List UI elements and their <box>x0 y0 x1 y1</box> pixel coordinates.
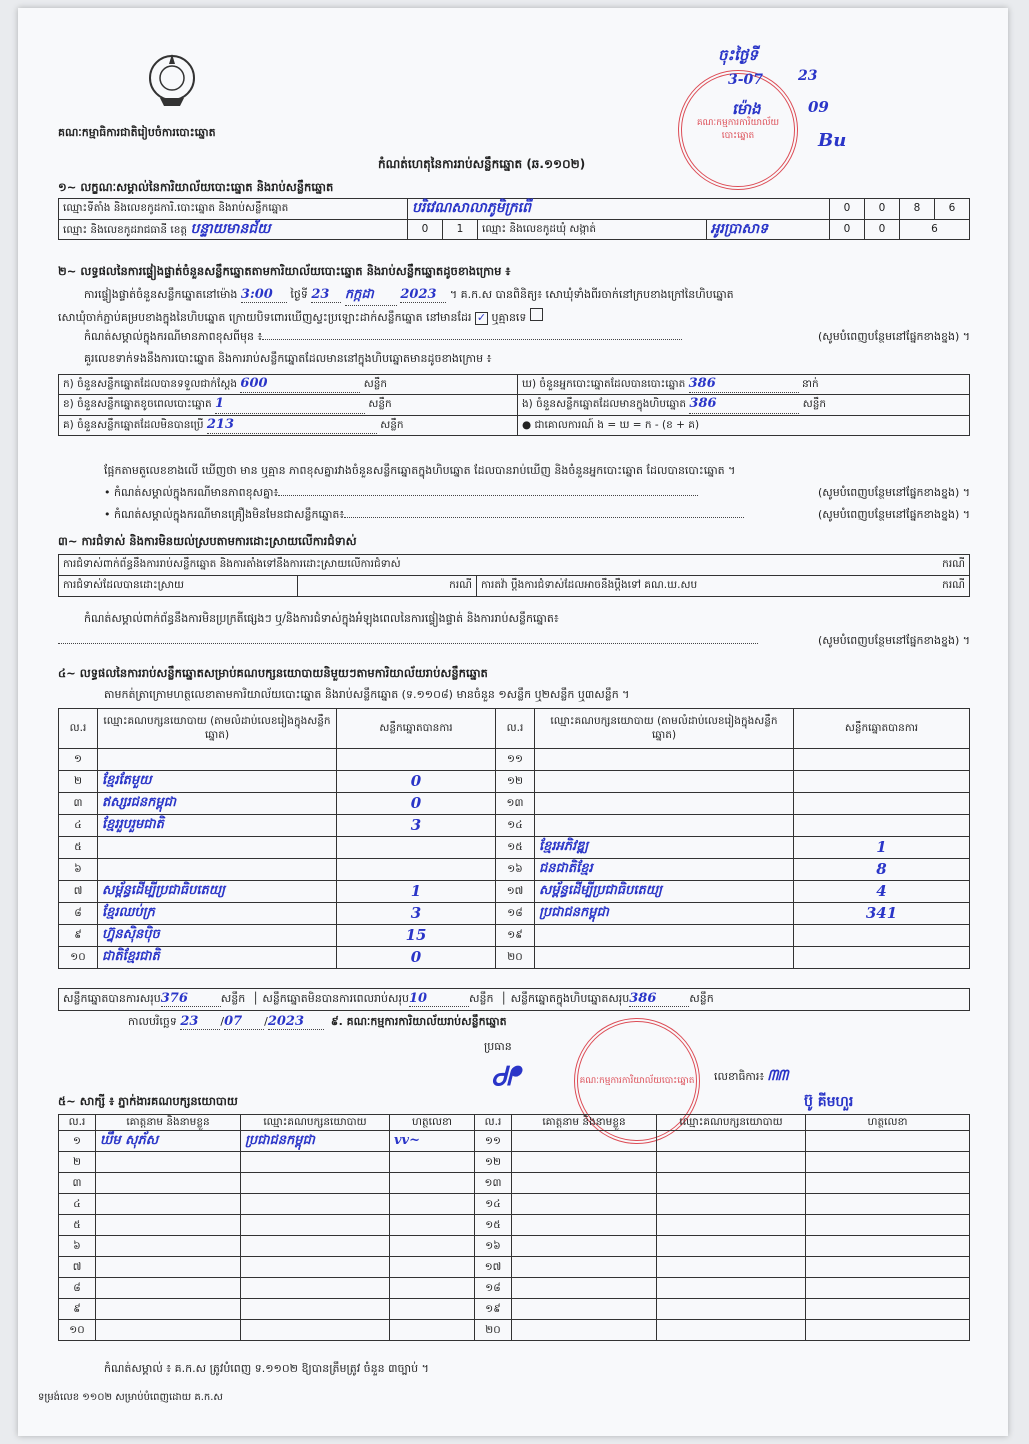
w-col-no: ល.រ <box>59 1115 96 1131</box>
witness-no: ១ <box>59 1131 96 1152</box>
witness-row <box>59 1131 970 1152</box>
witness-name <box>96 1236 241 1257</box>
result-party: ឥស្សរជនកម្ពុជា <box>98 793 337 815</box>
commune-code-digit: 6 <box>900 219 970 240</box>
chair-label: ប្រធាន <box>484 1040 512 1053</box>
witness-name: ឃឹម សុភ័ស <box>96 1131 241 1152</box>
witness-name <box>96 1173 241 1194</box>
province-value: បន្ទាយមានជ័យ <box>190 220 271 237</box>
witness-name <box>512 1215 657 1236</box>
verify-line-1: ការផ្ទៀងផ្ទាត់ចំនួនសន្លឹកឆ្នោតនៅម៉ោង 3:00 ថ្ងៃទី 23 កក្កដា 2023 ។ គ.ក.ស បានពិនិត្យ៖ សោឃុំទាំងពីរចាក់នៅក្របខាងក្រៅនៃហិបឆ្នោត <box>84 286 734 306</box>
total-valid: 376 <box>161 991 221 1007</box>
col-no-right: ល.រ <box>496 709 535 749</box>
ballot-count-form <box>18 8 1008 1436</box>
location-code-digit: 6 <box>935 199 970 220</box>
result-party: ប្រជាជនកម្ពុជា <box>535 903 794 925</box>
result-no: ៧ <box>59 881 98 903</box>
result-votes: 341 <box>794 903 970 925</box>
chair-signature: Ꮷᖰ <box>492 1062 520 1092</box>
total-box: 386 <box>629 991 689 1007</box>
result-votes <box>794 771 970 793</box>
witness-party <box>241 1194 390 1215</box>
witness-no: ១៥ <box>475 1215 512 1236</box>
witness-signature <box>390 1152 475 1173</box>
result-party <box>535 749 794 771</box>
result-party: ជនជាតិខ្មែរ <box>535 859 794 881</box>
witness-name <box>512 1152 657 1173</box>
col-party-right: ឈ្មោះគណបក្សនយោបាយ (តាមលំដាប់លេខរៀងក្នុងសន្លឹកឆ្នោត) <box>535 709 794 749</box>
result-votes: 0 <box>337 793 496 815</box>
witness-party <box>241 1215 390 1236</box>
result-no: ១៣ <box>496 793 535 815</box>
section1-table <box>58 198 970 240</box>
resolved-label: ការជំទាស់ដែលបានដោះស្រាយ <box>59 576 298 597</box>
witness-name <box>512 1194 657 1215</box>
corner-note-4: ម៉ោង <box>732 100 761 118</box>
emblem-icon <box>140 48 204 110</box>
witness-no: ១៤ <box>475 1194 512 1215</box>
org-name: គណៈកម្មាធិការជាតិរៀបចំការបោះឆ្នោត <box>58 126 216 139</box>
witness-party <box>241 1236 390 1257</box>
result-votes: 4 <box>794 881 970 903</box>
w-col-party: ឈ្មោះគណបក្សនយោបាយ <box>241 1115 390 1131</box>
witness-row <box>59 1173 970 1194</box>
section2-title: ២~ លទ្ធផលនៃការផ្ទៀងផ្ទាត់ចំនួនសន្លឹកឆ្នោតតាមការិយាល័យបោះឆ្នោត និងរាប់សន្លឹកឆ្នោតដូចខាងក្រោម ៖ <box>58 264 511 278</box>
secretary-name: ប៊ូ គីមហួរ <box>804 1094 854 1110</box>
totals-row: សន្លឹកឆ្នោតបានការសរុប376 សន្លឹក │ សន្លឹកឆ្នោតមិនបានការពេលរាប់សរុប10 សន្លឹក │ សន្លឹកឆ្នោតក្នុងហិបឆ្នោតសរុប386 សន្លឹក <box>58 988 970 1011</box>
result-votes: 15 <box>337 925 496 947</box>
result-party: សម្ព័ន្ធដើម្បីប្រជាធិបតេយ្យ <box>535 881 794 903</box>
witness-signature <box>390 1278 475 1299</box>
figure-b: ខ) ចំនួនសន្លឹកឆ្នោតខូចពេលបោះឆ្នោត 1 សន្លឹក <box>59 395 518 415</box>
witness-table <box>58 1114 970 1341</box>
witness-row <box>59 1257 970 1278</box>
result-votes: 0 <box>337 947 496 969</box>
result-row <box>59 881 970 903</box>
figure-a: ក) ចំនួនសន្លឹកឆ្នោតដែលបានទទួលជាក់ស្តែង 600 សន្លឹក <box>59 375 518 395</box>
verify-year: 2023 <box>400 287 446 303</box>
witness-signature <box>390 1173 475 1194</box>
figure-c: គ) ចំនួនសន្លឹកឆ្នោតដែលមិនបានប្រើ 213 សន្លឹក <box>59 415 518 435</box>
witness-row <box>59 1278 970 1299</box>
note-diff-line: កំណត់សម្គាល់ក្នុងករណីមានភាពខុសពីមុន ៖ (សូមបំពេញបន្ថែមនៅផ្នែកខាងខ្នង) ។ <box>84 330 970 343</box>
result-party: សម្ព័ន្ធដើម្បីប្រជាធិបតេយ្យ <box>98 881 337 903</box>
figures-intro: គួរលេខទាក់ទងនឹងការបោះឆ្នោត និងការរាប់សន្លឹកឆ្នោតដែលមាននៅក្នុងហិបឆ្នោតមានដូចខាងក្រោម ៖ <box>84 352 492 365</box>
col-votes-right: សន្លឹកឆ្នោតបានការ <box>794 709 970 749</box>
col-votes-left: សន្លឹកឆ្នោតបានការ <box>337 709 496 749</box>
result-votes <box>794 793 970 815</box>
objection-table <box>58 554 970 597</box>
w-col-sign: ហត្ថលេខា <box>390 1115 475 1131</box>
witness-no: ១០ <box>59 1320 96 1341</box>
corner-signature: Bu <box>818 130 847 151</box>
witness-signature <box>806 1299 970 1320</box>
witness-name <box>96 1257 241 1278</box>
witness-no: ១៨ <box>475 1278 512 1299</box>
result-votes <box>337 837 496 859</box>
result-votes <box>337 749 496 771</box>
bullet-2: • កំណត់សម្គាល់ក្នុងករណីមានគ្រឿងមិនមែនជាសន្លឹកឆ្នោត៖ (សូមបំពេញបន្ថែមនៅផ្នែកខាងខ្នង) ។ <box>104 508 970 521</box>
witness-party <box>241 1299 390 1320</box>
result-no: ១ <box>59 749 98 771</box>
witness-party <box>657 1131 806 1152</box>
result-no: ១០ <box>59 947 98 969</box>
result-no: ៦ <box>59 859 98 881</box>
corner-note-1: ចុះថ្ងៃទី <box>718 46 758 64</box>
result-no: ១២ <box>496 771 535 793</box>
result-row <box>59 925 970 947</box>
witness-no: ១៣ <box>475 1173 512 1194</box>
commune-code-digit: 0 <box>830 219 865 240</box>
result-votes: 1 <box>794 837 970 859</box>
result-row <box>59 771 970 793</box>
result-party <box>98 837 337 859</box>
official-stamp-bottom: គណៈកម្មការការិយាល័យបោះឆ្នោត <box>574 1018 700 1144</box>
witness-no: ១៧ <box>475 1257 512 1278</box>
witness-row <box>59 1215 970 1236</box>
result-row <box>59 947 970 969</box>
result-votes: 3 <box>337 815 496 837</box>
result-no: ៥ <box>59 837 98 859</box>
location-label: ឈ្មោះទីតាំង និងលេខកូដការិ.បោះឆ្នោត និងរាប់សន្លឹកឆ្នោត <box>59 199 408 220</box>
result-no: ១៧ <box>496 881 535 903</box>
objection-row-1: ការជំទាស់ពាក់ព័ន្ធនឹងការរាប់សន្លឹកឆ្នោត និងការតាំងទៅនឹងការដោះស្រាយលើការជំទាស់ ករណី <box>59 555 970 576</box>
w-col-sign-r: ហត្ថលេខា <box>806 1115 970 1131</box>
result-votes: 0 <box>337 771 496 793</box>
objection-note: កំណត់សម្គាល់ពាក់ព័ន្ធនឹងការមិនប្រក្រតីផ្សេងៗ ឬ/និងការជំទាស់ក្នុងអំឡុងពេលនៃការផ្ទៀងផ្ទាត់ និងការរាប់សន្លឹកឆ្នោត៖ <box>84 612 559 625</box>
commune-code-digit: 0 <box>865 219 900 240</box>
result-no: ២ <box>59 771 98 793</box>
commune-value: អូរប្រាសាទ <box>706 219 829 240</box>
witness-signature <box>390 1194 475 1215</box>
witness-signature <box>390 1320 475 1341</box>
witness-party <box>241 1152 390 1173</box>
result-no: ៤ <box>59 815 98 837</box>
verify-time: 3:00 <box>241 287 287 303</box>
witness-name <box>512 1257 657 1278</box>
corner-note-2: 3-07 <box>728 72 764 88</box>
result-party: ហ្វ៊ុនស៊ិនប៉ិច <box>98 925 337 947</box>
witness-name <box>512 1173 657 1194</box>
result-votes: 3 <box>337 903 496 925</box>
witness-signature <box>390 1257 475 1278</box>
witness-note: កំណត់សម្គាល់ ៖ គ.ក.ស ត្រូវបំពេញ ទ.១១០២ ឱ្យបានត្រឹមត្រូវ ចំនួន ៣ច្បាប់ ។ <box>104 1362 429 1375</box>
witness-name <box>512 1299 657 1320</box>
witness-signature <box>806 1236 970 1257</box>
witness-party <box>657 1320 806 1341</box>
witness-signature <box>390 1299 475 1320</box>
witness-signature <box>806 1194 970 1215</box>
witness-name <box>96 1278 241 1299</box>
witness-signature <box>806 1320 970 1341</box>
witness-party: ប្រជាជនកម្ពុជា <box>241 1131 390 1152</box>
witness-signature <box>806 1215 970 1236</box>
checkbox-yes[interactable]: ✓ <box>476 311 487 324</box>
witness-no: ៦ <box>59 1236 96 1257</box>
witness-row <box>59 1236 970 1257</box>
witness-name <box>96 1215 241 1236</box>
result-votes <box>794 947 970 969</box>
witness-no: ៩ <box>59 1299 96 1320</box>
witness-party <box>657 1194 806 1215</box>
section1-title: ១~ លក្ខណៈសម្គាល់នៃការិយាល័យបោះឆ្នោត និងរាប់សន្លឹកឆ្នោត <box>58 180 334 194</box>
result-no: ១៤ <box>496 815 535 837</box>
official-stamp-top: គណៈកម្មការការិយាល័យបោះឆ្នោត <box>678 70 798 190</box>
witness-no: ១៩ <box>475 1299 512 1320</box>
location-code-digit: 8 <box>900 199 935 220</box>
result-no: ១៥ <box>496 837 535 859</box>
witness-party <box>657 1257 806 1278</box>
witness-signature <box>390 1215 475 1236</box>
witness-party <box>241 1257 390 1278</box>
witness-signature <box>806 1131 970 1152</box>
result-no: ៣ <box>59 793 98 815</box>
witness-signature <box>806 1173 970 1194</box>
section4-title: ៤~ លទ្ធផលនៃការរាប់សន្លឹកឆ្នោតសម្រាប់គណបក្សនយោបាយនិមួយៗតាមការិយាល័យរាប់សន្លឹកឆ្នោត <box>58 666 488 680</box>
result-no: ១១ <box>496 749 535 771</box>
result-votes <box>794 749 970 771</box>
province-code-digit: 0 <box>408 219 443 240</box>
section3-title: ៣~ ការជំទាស់ និងការមិនយល់ស្របតាមការដោះស្រាយលើការជំទាស់ <box>58 534 357 548</box>
verify-day: 23 <box>311 287 341 303</box>
result-row <box>59 859 970 881</box>
witness-party <box>241 1320 390 1341</box>
province-code-digit: 1 <box>443 219 478 240</box>
w-col-name: គោត្តនាម និងនាមខ្លួន <box>96 1115 241 1131</box>
figure-formula: ● ជាគោលការណ៍ ង = ឃ = ក - (ខ + គ) <box>518 415 970 435</box>
form-title: កំណត់ហេតុនៃការរាប់សន្លឹកឆ្នោត (ឆ.១១០២) <box>378 157 586 171</box>
witness-party <box>241 1278 390 1299</box>
result-row <box>59 815 970 837</box>
result-no: ១៨ <box>496 903 535 925</box>
result-row <box>59 903 970 925</box>
verify-line-2: សោឃុំចាក់ភ្ជាប់គម្របខាងក្នុងនៃហិបឆ្នោត ក្រោយបិទពោរឃើញស្ទះប្រឡោះដាក់សន្លឹកឆ្នោត នៅមានដែរ ✓ ឬគ្មានទេ <box>58 308 543 327</box>
witness-no: ៤ <box>59 1194 96 1215</box>
appeal-cell: ការតវ៉ា ប្តឹងការជំទាស់ដែលអាចនឹងប្តឹងទៅ គណ.ឃ.សប ករណី <box>477 576 970 597</box>
figure-e: ង) ចំនួនសន្លឹកឆ្នោតដែលមានក្នុងហិបឆ្នោត 386 សន្លឹក <box>518 395 970 415</box>
province-label: ឈ្មោះ និងលេខកូដរាជធានី ខេត្ត បន្ទាយមានជ័យ <box>59 219 408 240</box>
result-votes <box>337 859 496 881</box>
witness-name <box>512 1131 657 1152</box>
objection-fill: (សូមបំពេញបន្ថែមនៅផ្នែកខាងខ្នង) ។ <box>58 634 970 650</box>
witness-signature <box>806 1257 970 1278</box>
bullet-1: • កំណត់សម្គាល់ក្នុងករណីមានភាពខុសគ្នា៖ (សូមបំពេញបន្ថែមនៅផ្នែកខាងខ្នង) ។ <box>104 486 970 499</box>
col-no-left: ល.រ <box>59 709 98 749</box>
witness-party <box>657 1152 806 1173</box>
witness-party <box>241 1173 390 1194</box>
result-no: ៨ <box>59 903 98 925</box>
secretary-label: លេខាធិការ៖ ᗰᗰ <box>714 1068 788 1084</box>
resolved-cases: ករណី <box>298 576 477 597</box>
witness-no: ៧ <box>59 1257 96 1278</box>
witness-name <box>96 1299 241 1320</box>
result-votes: 8 <box>794 859 970 881</box>
witness-row <box>59 1320 970 1341</box>
result-party <box>535 947 794 969</box>
witness-signature <box>390 1236 475 1257</box>
witness-name <box>512 1278 657 1299</box>
witness-name <box>512 1320 657 1341</box>
verify-month: កក្កដា <box>345 286 397 306</box>
witness-row <box>59 1152 970 1173</box>
result-party: ខ្មែរអភិវឌ្ឍ <box>535 837 794 859</box>
w-col-name-r: គោត្តនាម និងនាមខ្លួន <box>512 1115 657 1131</box>
witness-signature <box>806 1278 970 1299</box>
witness-signature <box>806 1152 970 1173</box>
result-party <box>535 815 794 837</box>
witness-no: ៣ <box>59 1173 96 1194</box>
w-col-party-r: ឈ្មោះគណបក្សនយោបាយ <box>657 1115 806 1131</box>
diff-check-line: ផ្អែកតាមតួលេខខាងលើ ឃើញថា មាន ឬគ្មាន ភាពខុសគ្នារវាងចំនួនសន្លឹកឆ្នោតក្នុងហិបឆ្នោត ដែលបានរាប់ឃើញ និងចំនួនអ្នកបោះឆ្នោត ដែលបានបោះឆ្នោត ។ <box>104 464 736 477</box>
figure-d: ឃ) ចំនួនអ្នកបោះឆ្នោតដែលបានបោះឆ្នោត 386 នាក់ <box>518 375 970 395</box>
result-party <box>98 749 337 771</box>
result-party: ខ្មែរតែមួយ <box>98 771 337 793</box>
section4-intro: តាមកត់ត្រាក្រោមហត្ថលេខាតាមការិយាល័យបោះឆ្នោត និងរាប់សន្លឹកឆ្នោត (ទ.១១០៨) មានចំនួន ១សន្លឹក ឬ២សន្លឹក ឬ៣សន្លឹក ។ <box>104 688 630 701</box>
location-code-digit: 0 <box>830 199 865 220</box>
witness-no: ២០ <box>475 1320 512 1341</box>
witness-party <box>657 1278 806 1299</box>
date-line: កាលបរិច្ឆេទ 23 /07 /2023 ៩. គណៈកម្មការការិយាល័យរាប់សន្លឹកឆ្នោត <box>128 1014 507 1029</box>
total-invalid: 10 <box>409 991 469 1007</box>
section5-title: ៥~ សាក្សី ៖ ភ្នាក់ងារគណបក្សនយោបាយ <box>58 1094 238 1108</box>
witness-row <box>59 1299 970 1320</box>
witness-party <box>657 1173 806 1194</box>
result-party: ខ្មែរឈប់ក្រ <box>98 903 337 925</box>
result-no: ១៩ <box>496 925 535 947</box>
result-party: ខ្មែររួបរួមជាតិ <box>98 815 337 837</box>
result-votes <box>794 925 970 947</box>
result-party <box>98 859 337 881</box>
results-table <box>58 708 970 969</box>
result-row <box>59 749 970 771</box>
witness-name <box>512 1236 657 1257</box>
witness-name <box>96 1152 241 1173</box>
location-value: បរិវេណសាលាភូមិក្រពើ <box>408 199 830 220</box>
result-votes: 1 <box>337 881 496 903</box>
commune-label: ឈ្មោះ និងលេខកូដឃុំ សង្កាត់ <box>478 219 707 240</box>
witness-no: ៨ <box>59 1278 96 1299</box>
witness-name <box>96 1194 241 1215</box>
w-col-no-r: ល.រ <box>475 1115 512 1131</box>
result-row <box>59 793 970 815</box>
witness-no: ២ <box>59 1152 96 1173</box>
location-code-digit: 0 <box>865 199 900 220</box>
witness-no: ១១ <box>475 1131 512 1152</box>
corner-note-3: 23 <box>798 68 818 84</box>
form-footer: ទម្រង់លេខ ១១០២ សម្រាប់បំពេញដោយ គ.ក.ស <box>38 1392 223 1403</box>
result-party <box>535 771 794 793</box>
result-party <box>535 925 794 947</box>
result-no: ៩ <box>59 925 98 947</box>
witness-signature: vv~ <box>390 1131 475 1152</box>
witness-no: ៥ <box>59 1215 96 1236</box>
result-party: ជាតិខ្មែរជាតិ <box>98 947 337 969</box>
witness-no: ១២ <box>475 1152 512 1173</box>
figures-table <box>58 374 970 436</box>
result-party <box>535 793 794 815</box>
witness-party <box>657 1299 806 1320</box>
witness-party <box>657 1236 806 1257</box>
result-votes <box>794 815 970 837</box>
witness-row <box>59 1194 970 1215</box>
witness-party <box>657 1215 806 1236</box>
checkbox-no[interactable] <box>530 308 543 321</box>
col-party-left: ឈ្មោះគណបក្សនយោបាយ (តាមលំដាប់លេខរៀងក្នុងសន្លឹកឆ្នោត) <box>98 709 337 749</box>
result-no: ២០ <box>496 947 535 969</box>
witness-no: ១៦ <box>475 1236 512 1257</box>
witness-name <box>96 1320 241 1341</box>
corner-note-5: 09 <box>808 98 829 116</box>
result-no: ១៦ <box>496 859 535 881</box>
result-row <box>59 837 970 859</box>
